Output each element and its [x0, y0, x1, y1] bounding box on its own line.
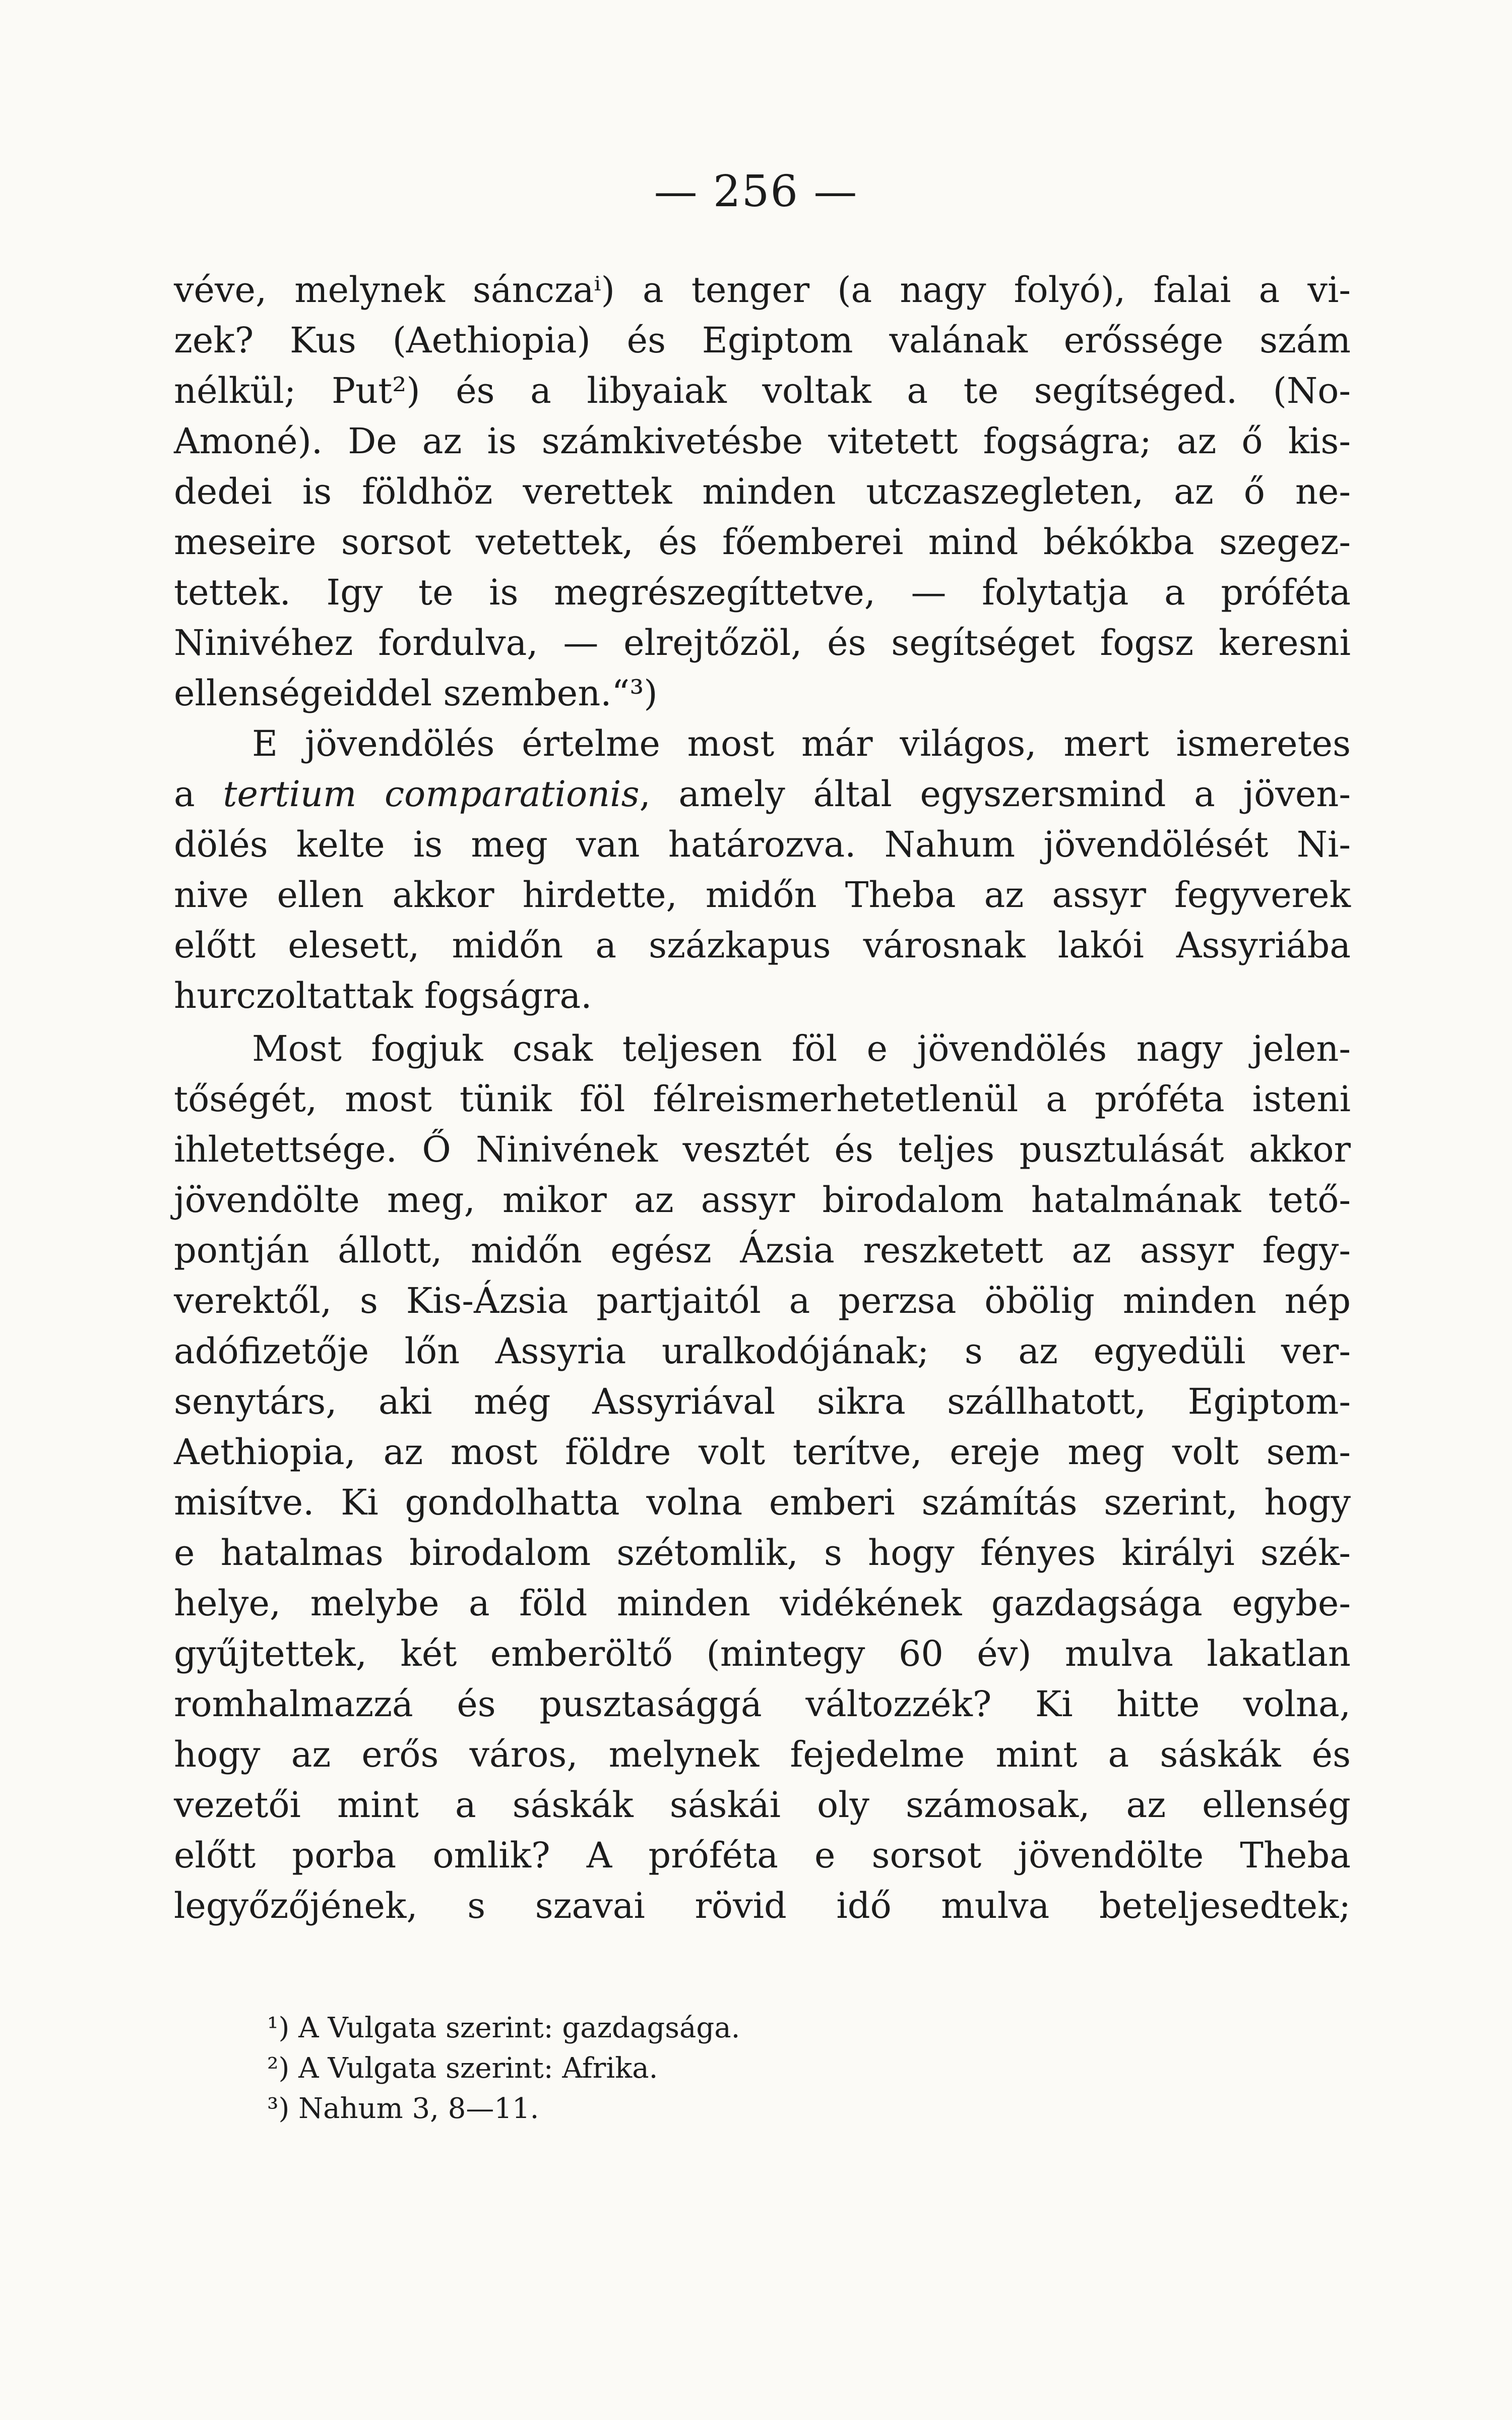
text-line: e hatalmas birodalom szétomlik, s hogy fényes királyi szék-: [174, 1532, 1351, 1574]
text-line: romhalmazzá és pusztasággá változzék? Ki hitte volna,: [174, 1683, 1351, 1725]
text-line: zek? Kus (Aethiopia) és Egiptom valának erőssége szám: [174, 320, 1351, 361]
text-line: misítve. Ki gondolhatta volna emberi számítás szerint, hogy: [174, 1482, 1351, 1523]
text-line: dölés kelte is meg van határozva. Nahum jövendölését Ni-: [174, 824, 1351, 865]
text-line: Most fogjuk csak teljesen föl e jövendölés nagy jelen-: [252, 1028, 1351, 1069]
text-line: nive ellen akkor hirdette, midőn Theba az assyr fegyverek: [174, 874, 1351, 916]
text-line-start: a: [174, 773, 223, 815]
text-line: ellenségeiddel szemben.“³): [174, 673, 658, 714]
text-line: helye, melybe a föld minden vidékének gazdagsága egybe-: [174, 1583, 1351, 1624]
text-line: pontján állott, midőn egész Ázsia reszketett az assyr fegy-: [174, 1230, 1351, 1271]
text-line: dedei is földhöz verettek minden utczaszegleten, az ő ne-: [174, 471, 1351, 512]
text-line: jövendölte meg, mikor az assyr birodalom hatalmának tető-: [174, 1179, 1351, 1221]
text-line: Ninivéhez fordulva, — elrejtőzöl, és segítséget fogsz keresni: [174, 622, 1351, 663]
text-line: E jövendölés értelme most már világos, mert ismeretes: [252, 723, 1351, 764]
text-line: előtt elesett, midőn a százkapus városnak lakói Assyriába: [174, 925, 1351, 966]
emphasis-text: tertium comparationis: [223, 773, 640, 815]
footnote: ³) Nahum 3, 8—11.: [267, 2092, 539, 2125]
text-line: Amoné). De az is számkivetésbe vitetett fogságra; az ő kis-: [174, 420, 1351, 462]
text-line: legyőzőjének, s szavai rövid idő mulva beteljesedtek;: [174, 1885, 1351, 1926]
text-line-end: , amely által egyszersmind a jöven-: [639, 773, 1351, 815]
footnote: ²) A Vulgata szerint: Afrika.: [267, 2052, 658, 2085]
text-line: senytárs, aki még Assyriával sikra szállhatott, Egiptom-: [174, 1381, 1351, 1422]
text-line: tőségét, most tünik föl félreismerhetetlenül a próféta isteni: [174, 1078, 1351, 1120]
text-line: nélkül; Put²) és a libyaiak voltak a te segítséged. (No-: [174, 370, 1351, 411]
text-line: hogy az erős város, melynek fejedelme mint a sáskák és: [174, 1734, 1351, 1775]
text-line: adófizetője lőn Assyria uralkodójának; s az egyedüli ver-: [174, 1330, 1351, 1372]
text-line: Aethiopia, az most földre volt terítve, ereje meg volt sem-: [174, 1431, 1351, 1473]
footnote: ¹) A Vulgata szerint: gazdagsága.: [267, 2012, 740, 2044]
text-line: hurczoltattak fogságra.: [174, 975, 592, 1016]
text-line: vezetői mint a sáskák sáskái oly számosak, az ellenség: [174, 1784, 1351, 1826]
text-line: előtt porba omlik? A próféta e sorsot jövendölte Theba: [174, 1835, 1351, 1876]
text-line: ihletettsége. Ő Ninivének vesztét és teljes pusztulását akkor: [174, 1129, 1351, 1170]
text-line: meseire sorsot vetettek, és főemberei mind békókba szegez-: [174, 521, 1351, 563]
text-line: véve, melynek sánczaⁱ) a tenger (a nagy folyó), falai a vi-: [174, 269, 1351, 311]
text-line: verektől, s Kis-Ázsia partjaitól a perzsa öbölig minden nép: [174, 1280, 1351, 1321]
page-number: — 256 —: [654, 166, 858, 217]
text-line: [174, 773, 1351, 815]
text-line: gyűjtettek, két emberöltő (mintegy 60 év) mulva lakatlan: [174, 1633, 1351, 1674]
text-line: tettek. Igy te is megrészegíttetve, — folytatja a próféta: [174, 572, 1351, 613]
